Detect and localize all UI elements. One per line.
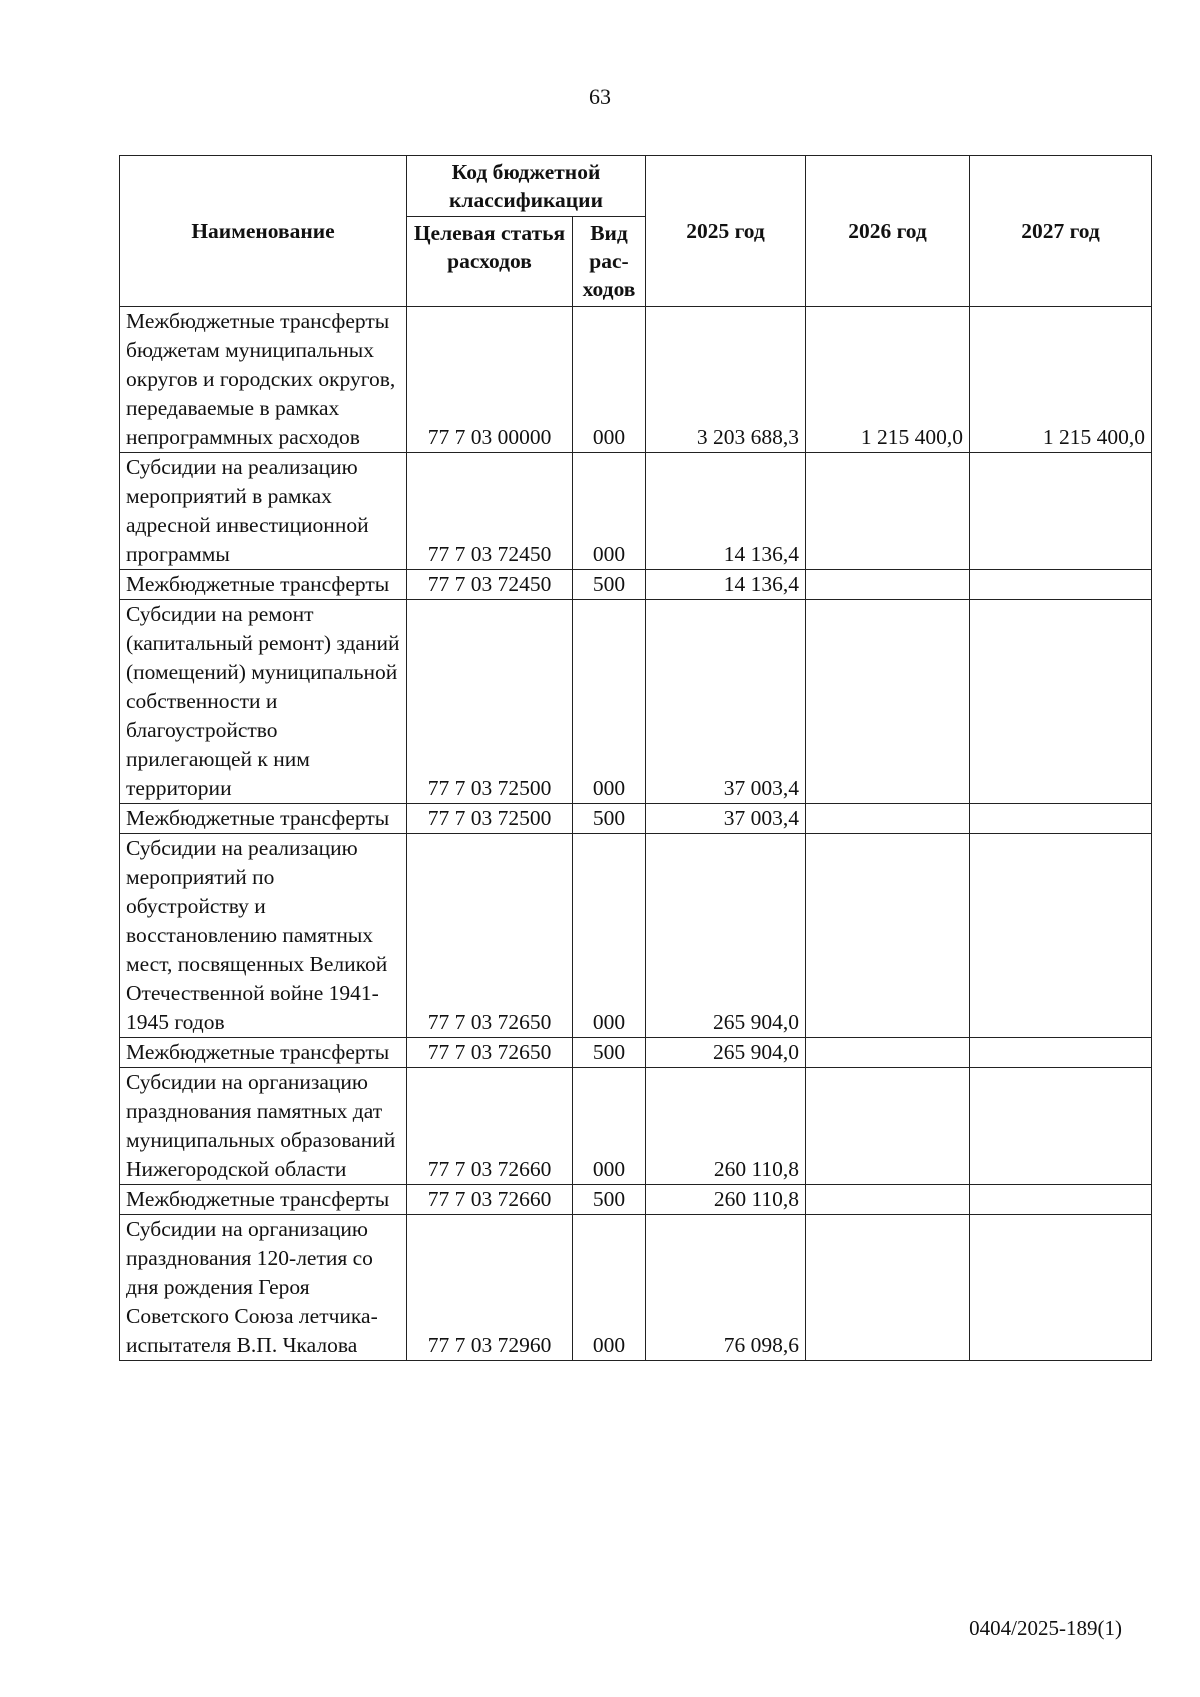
cell-2027 — [970, 453, 1152, 570]
cell-expense-kind: 500 — [573, 804, 646, 834]
cell-2027 — [970, 1185, 1152, 1215]
header-expense-kind: Вид рас-ходов — [573, 217, 646, 307]
cell-2025: 260 110,8 — [646, 1185, 806, 1215]
table-body — [120, 307, 1152, 1361]
cell-2026 — [806, 834, 970, 1038]
header-row-top — [120, 156, 1152, 217]
table-row — [120, 1215, 1152, 1361]
cell-2025: 265 904,0 — [646, 834, 806, 1038]
table-row — [120, 1185, 1152, 1215]
cell-name: Межбюджетные трансферты — [120, 1185, 407, 1215]
cell-expense-kind: 500 — [573, 570, 646, 600]
cell-2026 — [806, 1068, 970, 1185]
table-row — [120, 1038, 1152, 1068]
cell-target-article: 77 7 03 72660 — [407, 1185, 573, 1215]
cell-name: Субсидии на ремонт (капитальный ремонт) зданий (помещений) муниципальной собственности и благоустройство прилегающей к ним территории — [120, 600, 407, 804]
cell-target-article: 77 7 03 00000 — [407, 307, 573, 453]
cell-2027 — [970, 570, 1152, 600]
cell-name: Межбюджетные трансферты бюджетам муниципальных округов и городских округов, передаваемые в рамках непрограммных расходов — [120, 307, 407, 453]
document-code: 0404/2025-189(1) — [969, 1616, 1122, 1640]
cell-2025: 76 098,6 — [646, 1215, 806, 1361]
cell-2027 — [970, 1038, 1152, 1068]
cell-2025: 3 203 688,3 — [646, 307, 806, 453]
cell-2027 — [970, 804, 1152, 834]
cell-2027: 1 215 400,0 — [970, 307, 1152, 453]
cell-target-article: 77 7 03 72960 — [407, 1215, 573, 1361]
cell-target-article: 77 7 03 72650 — [407, 834, 573, 1038]
cell-2026 — [806, 1185, 970, 1215]
cell-name: Субсидии на организацию празднования 120-летия со дня рождения Героя Советского Союза летчика-испытателя В.П. Чкалова — [120, 1215, 407, 1361]
cell-target-article: 77 7 03 72650 — [407, 1038, 573, 1068]
cell-2026 — [806, 1215, 970, 1361]
page-number: 63 — [589, 84, 611, 109]
cell-2027 — [970, 1068, 1152, 1185]
cell-target-article: 77 7 03 72500 — [407, 600, 573, 804]
table-row — [120, 600, 1152, 804]
cell-expense-kind: 000 — [573, 307, 646, 453]
table-row — [120, 307, 1152, 453]
cell-name: Межбюджетные трансферты — [120, 1038, 407, 1068]
cell-2027 — [970, 600, 1152, 804]
cell-2026 — [806, 804, 970, 834]
cell-2025: 265 904,0 — [646, 1038, 806, 1068]
header-target-article: Целевая статья расходов — [407, 217, 573, 307]
cell-name: Межбюджетные трансферты — [120, 804, 407, 834]
cell-2025: 37 003,4 — [646, 804, 806, 834]
cell-name: Межбюджетные трансферты — [120, 570, 407, 600]
cell-expense-kind: 000 — [573, 600, 646, 804]
table-row — [120, 804, 1152, 834]
budget-table — [119, 155, 1152, 1361]
cell-target-article: 77 7 03 72450 — [407, 570, 573, 600]
cell-2026 — [806, 600, 970, 804]
table-row — [120, 453, 1152, 570]
header-2027: 2027 год — [970, 156, 1152, 307]
cell-2026 — [806, 453, 970, 570]
cell-2025: 260 110,8 — [646, 1068, 806, 1185]
cell-2025: 14 136,4 — [646, 453, 806, 570]
cell-2025: 14 136,4 — [646, 570, 806, 600]
cell-expense-kind: 500 — [573, 1038, 646, 1068]
cell-target-article: 77 7 03 72450 — [407, 453, 573, 570]
cell-expense-kind: 500 — [573, 1185, 646, 1215]
table-row — [120, 1068, 1152, 1185]
table-row — [120, 570, 1152, 600]
cell-expense-kind: 000 — [573, 1215, 646, 1361]
cell-2027 — [970, 1215, 1152, 1361]
cell-expense-kind: 000 — [573, 453, 646, 570]
header-2025: 2025 год — [646, 156, 806, 307]
cell-name: Субсидии на организацию празднования памятных дат муниципальных образований Нижегородской области — [120, 1068, 407, 1185]
header-budget-code-group: Код бюджетной классификации — [407, 156, 646, 217]
header-2026: 2026 год — [806, 156, 970, 307]
cell-2025: 37 003,4 — [646, 600, 806, 804]
cell-target-article: 77 7 03 72500 — [407, 804, 573, 834]
cell-name: Субсидии на реализацию мероприятий в рамках адресной инвестиционной программы — [120, 453, 407, 570]
header-name: Наименование — [120, 156, 407, 307]
cell-expense-kind: 000 — [573, 834, 646, 1038]
cell-target-article: 77 7 03 72660 — [407, 1068, 573, 1185]
cell-2026: 1 215 400,0 — [806, 307, 970, 453]
cell-2026 — [806, 570, 970, 600]
table-row — [120, 834, 1152, 1038]
cell-expense-kind: 000 — [573, 1068, 646, 1185]
cell-2026 — [806, 1038, 970, 1068]
cell-2027 — [970, 834, 1152, 1038]
cell-name: Субсидии на реализацию мероприятий по обустройству и восстановлению памятных мест, посвященных Великой Отечественной войне 1941-1945 годов — [120, 834, 407, 1038]
